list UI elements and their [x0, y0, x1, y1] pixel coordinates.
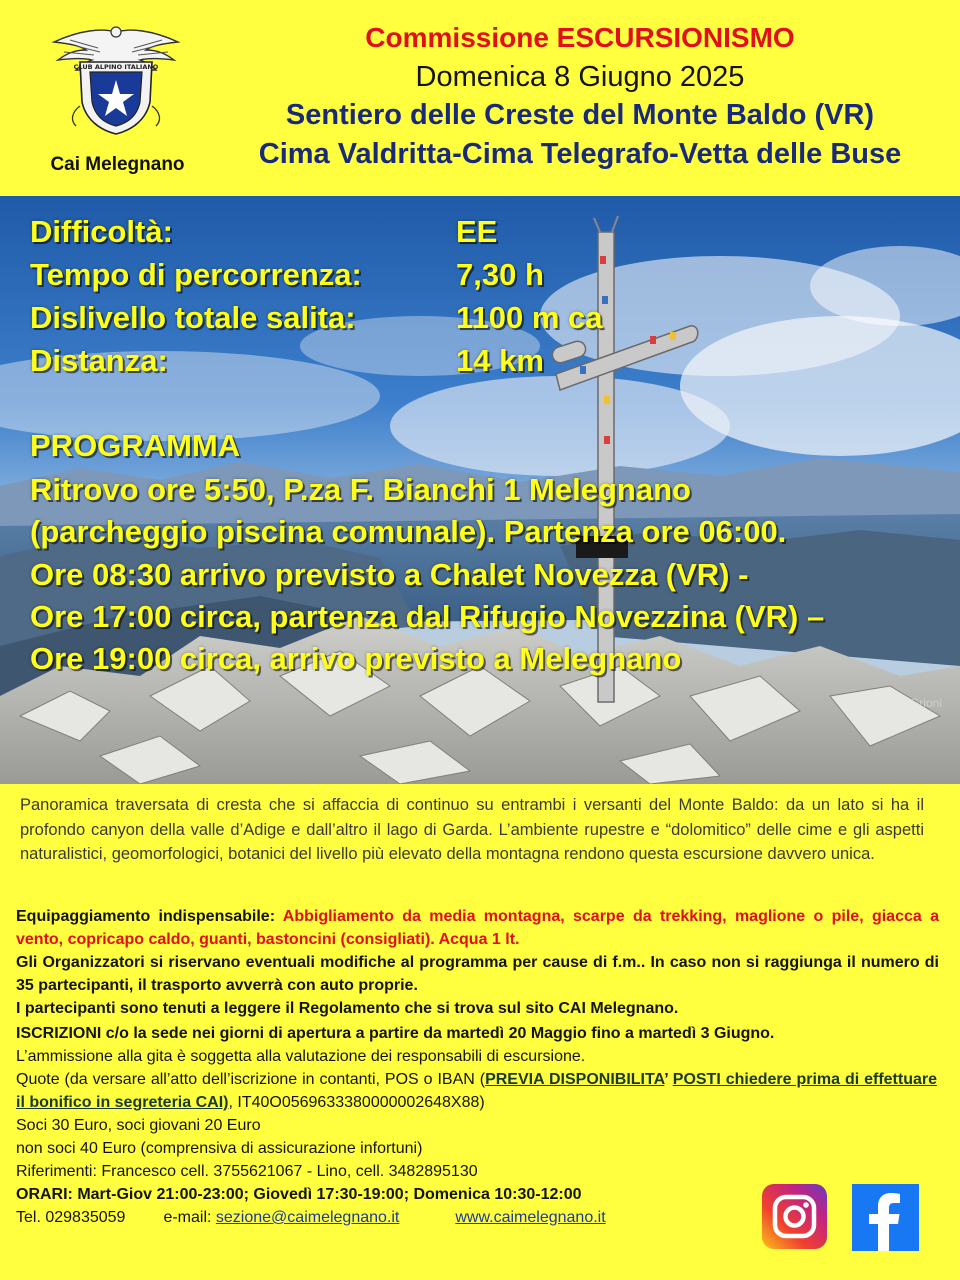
commission-title: Commissione ESCURSIONISMO [365, 22, 795, 53]
program-line: Ritrovo ore 5:50, P.za F. Bianchi 1 Melegnano [30, 472, 691, 507]
peaks-subtitle: Cima Valdritta-Cima Telegrafo-Vetta delle Buse [258, 138, 902, 170]
stat-label-distance: Distanza: [30, 343, 168, 378]
program-line: Ore 19:00 circa, arrivo previsto a Melegnano [30, 641, 682, 676]
program-line: (parcheggio piscina comunale). Partenza ore 06:00. [30, 514, 787, 549]
contacts: Riferimenti: Francesco cell. 3755621067 - Lino, cell. 3482895130 [16, 1163, 478, 1180]
rules-note: I partecipanti sono tenuti a leggere il Regolamento che si trova sul sito CAI Melegnano. [16, 1000, 679, 1017]
facebook-icon[interactable] [852, 1184, 919, 1251]
non-member-fees: non soci 40 Euro (comprensiva di assicurazione infortuni) [16, 1140, 423, 1157]
fees-prefix: Quote (da versare all’atto dell’iscrizione in contanti, POS o IBAN ( [16, 1071, 486, 1088]
equipment-label: Equipaggiamento indispensabile: [16, 908, 276, 925]
summit-cross-photo [0, 196, 960, 784]
admission-note: L’ammissione alla gita è soggetta alla valutazione dei responsabili di escursione. [16, 1048, 586, 1065]
equipment-section [16, 905, 939, 1020]
logo-caption: Cai Melegnano [50, 154, 185, 175]
instagram-icon[interactable] [762, 1184, 827, 1249]
fees-mid: ’ [664, 1071, 673, 1088]
website-link[interactable]: www.caimelegnano.it [455, 1209, 606, 1226]
route-title: Sentiero delle Creste del Monte Baldo (VR) [285, 99, 875, 131]
equipment-items: Abbigliamento da media montagna, scarpe da trekking, maglione o pile, giacca a vento, copricapo caldo, guanti, bastoncini (consigliati). Acqua 1 lt. [16, 908, 940, 948]
stat-label-elevation: Dislivello totale salita: [30, 300, 356, 335]
phone: Tel. 029835059 [16, 1209, 126, 1226]
stat-value-difficulty: EE [456, 214, 498, 249]
program-line: Ore 08:30 arrivo previsto a Chalet Novezza (VR) - [30, 557, 749, 592]
registration-dates: ISCRIZIONI c/o la sede nei giorni di apertura a partire da martedì 20 Maggio fino a martedì 3 Giugno. [16, 1025, 775, 1042]
event-date: Domenica 8 Giugno 2025 [415, 61, 745, 93]
ask-secretary-note: POSTI chiedere prima di effettuare il bonifico in segreteria CAI) [16, 1071, 938, 1111]
stat-value-time: 7,30 h [456, 257, 544, 292]
stat-label-time: Tempo di percorrenza: [30, 257, 362, 292]
stat-value-elevation: 1100 m ca [456, 300, 603, 335]
organizers-note: Gli Organizzatori si riservano eventuali modifiche al programma per cause di f.m.. In caso non si raggiunga il numero di 35 partecipanti, il trasporto avverrà con auto proprie. [16, 954, 939, 994]
stat-label-difficulty: Difficoltà: [30, 214, 173, 249]
availability-link: PREVIA DISPONIBILITA [485, 1071, 665, 1088]
cai-logo [50, 22, 182, 140]
program-line: Ore 17:00 circa, partenza dal Rifugio Novezzina (VR) – [30, 599, 825, 634]
fees-payment [16, 1068, 937, 1114]
iban: , IT40O0569633380000002648X88) [228, 1094, 485, 1111]
email-link[interactable]: sezione@caimelegnano.it [215, 1209, 400, 1226]
stat-value-distance: 14 km [456, 343, 544, 378]
svg-text:CLUB ALPINO ITALIANO: CLUB ALPINO ITALIANO [73, 63, 159, 71]
member-fees: Soci 30 Euro, soci giovani 20 Euro [16, 1117, 261, 1134]
email-label: e-mail: [163, 1209, 212, 1226]
program-title: PROGRAMMA [30, 428, 241, 463]
photo-watermark: Foto: D.Grioni [867, 696, 942, 710]
opening-hours: ORARI: Mart-Giov 21:00-23:00; Giovedì 17:30-19:00; Domenica 10:30-12:00 [16, 1186, 582, 1203]
route-description: Panoramica traversata di cresta che si affaccia di continuo su entrambi i versanti del Monte Baldo: da un lato si ha il profondo canyon della valle d’Adige e dall’altro il lago di Garda. L’ambiente rupestre e “dolomitico” delle cime e gli aspetti naturalistici, geomorfologici, botanici del livello più elevato della montagna rendono questa escursione davvero unica. [20, 796, 924, 863]
